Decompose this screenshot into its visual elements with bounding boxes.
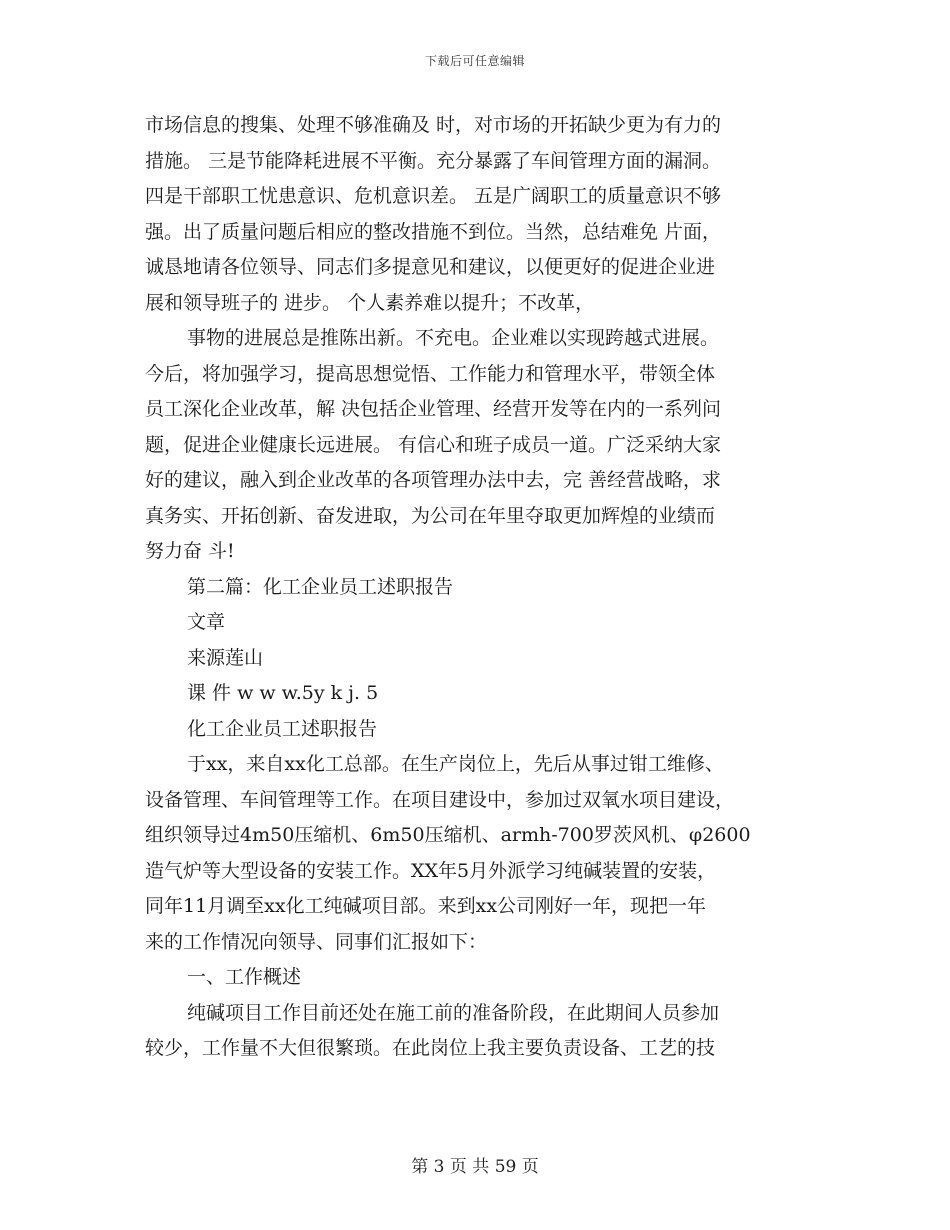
page-footer: 第 3 页 共 59 页: [411, 1157, 539, 1177]
body-line: 措施。 三是节能降耗进展不平衡。充分暴露了车间管理方面的漏洞。: [145, 149, 722, 172]
body-line: 今后，将加强学习，提高思想觉悟、工作能力和管理水平，带领全体: [145, 362, 716, 385]
body-line: 第二篇：化工企业员工述职报告: [187, 575, 454, 598]
body-line: 员工深化企业改革，解 决包括企业管理、经营开发等在内的一系列问: [145, 398, 722, 420]
body-line: 化工企业员工述职报告: [187, 717, 378, 740]
body-line: 四是干部职工忧患意识、危机意识差。 五是广阔职工的质量意识不够: [145, 185, 722, 207]
body-line: 较少，工作量不大但很繁琐。在此岗位上我主要负责设备、工艺的技: [145, 1037, 716, 1059]
body-line: 展和领导班子的 进步。 个人素养难以提升；不改革，: [145, 291, 595, 314]
body-line: 好的建议，融入到企业改革的各项管理办法中去，完 善经营战略，求: [145, 469, 722, 491]
body-line: 来源莲山: [187, 646, 264, 669]
body-line: 市场信息的搜集、处理不够准确及 时，对市场的开拓缺少更为有力的: [145, 114, 722, 136]
document-body: [145, 108, 810, 1067]
body-line: 纯碱项目工作目前还处在施工前的准备阶段，在此期间人员参加: [187, 1001, 720, 1024]
body-line: 真务实、开拓创新、奋发进取，为公司在年里夺取更加辉煌的业绩而: [145, 504, 716, 527]
body-line: 来的工作情况向领导、同事们汇报如下：: [145, 930, 488, 953]
body-line: 一、工作概述: [187, 966, 302, 988]
body-line: 课 件 w w w.5y k j. 5: [187, 682, 379, 704]
body-line: 事物的进展总是推陈出新。不充电。企业难以实现跨越式进展。: [187, 327, 720, 349]
body-line: 设备管理、车间管理等工作。在项目建设中，参加过双氧水项目建设，: [145, 788, 735, 811]
body-line: 同年11月调至xx化工纯碱项目部。来到xx公司刚好一年，现把一年: [145, 895, 707, 917]
body-line: 强。出了质量问题后相应的整改措施不到位。当然，总结难免 片面，: [145, 220, 722, 243]
body-line: 组织领导过4m50压缩机、6m50压缩机、armh-700罗茨风机、φ2600: [145, 824, 751, 846]
body-line: 造气炉等大型设备的安装工作。XX年5月外派学习纯碱装置的安装，: [145, 859, 717, 882]
body-line: 诚恳地请各位领导、同志们多提意见和建议，以便更好的促进企业进: [145, 256, 716, 278]
body-line: 题，促进企业健康长远进展。 有信心和班子成员一道。广泛采纳大家: [145, 433, 722, 456]
page-header: 下载后可任意编辑: [424, 54, 525, 68]
body-line: 于xx，来自xx化工总部。在生产岗位上，先后从事过钳工维修、: [187, 753, 724, 775]
body-line: 文章: [187, 611, 226, 633]
body-line: 努力奋 斗!: [145, 540, 235, 562]
